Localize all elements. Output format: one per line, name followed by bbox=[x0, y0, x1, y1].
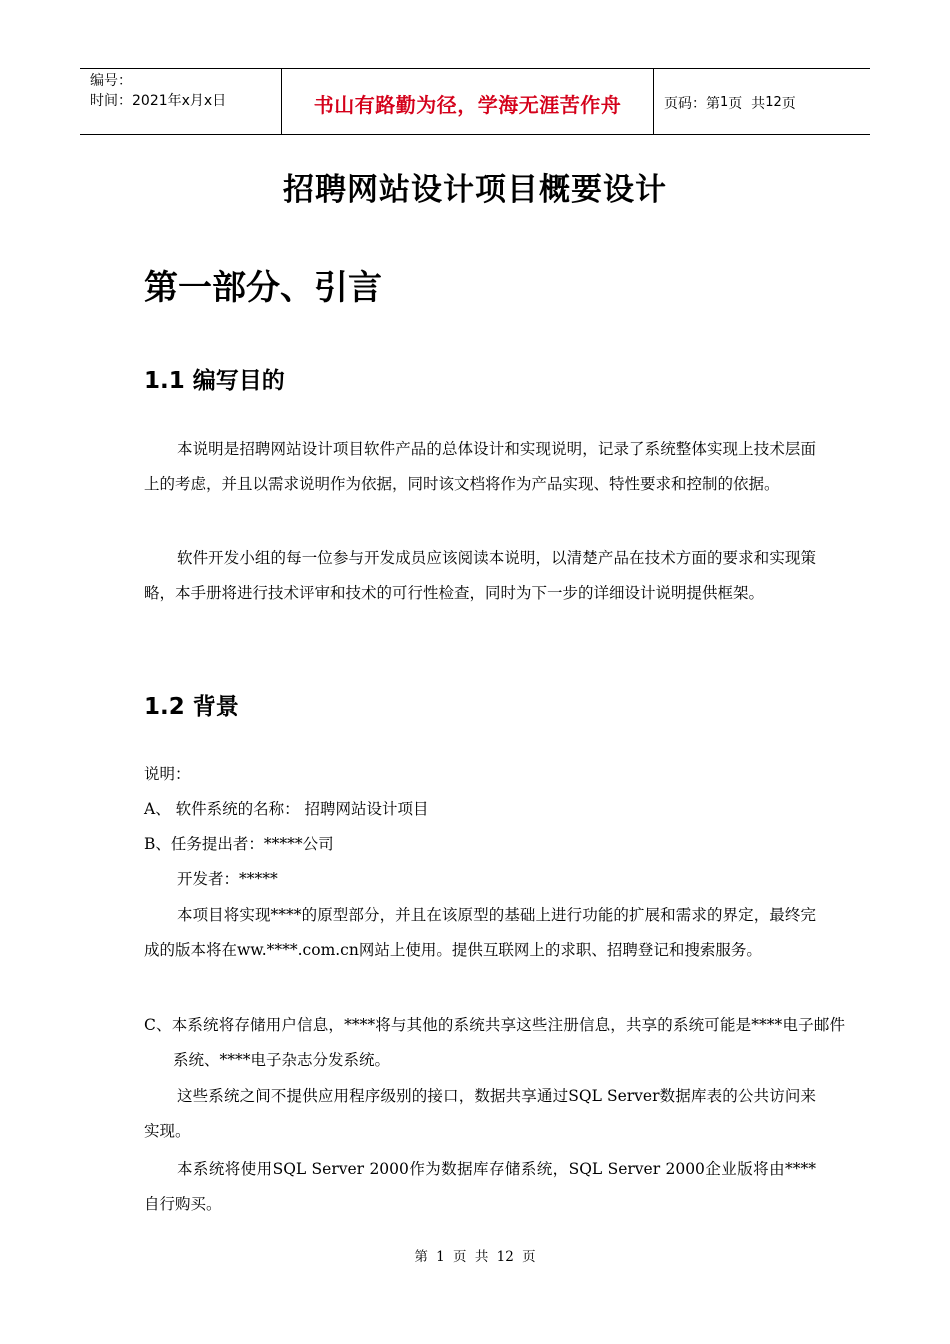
page-footer: 第 1 页 共 12 页 bbox=[414, 1249, 536, 1265]
background-item-b: B、任务提出者：*****公司 bbox=[144, 835, 334, 853]
header-meta bbox=[80, 69, 281, 134]
header-table bbox=[80, 68, 870, 135]
section-1-1-heading: 1.1 编写目的 bbox=[144, 368, 285, 394]
header-page-mid: 页 共 bbox=[728, 95, 766, 112]
header-page-suffix: 页 bbox=[781, 95, 796, 112]
background-interface-paragraph: 这些系统之间不提供应用程序级别的接口，数据共享通过SQL Server数据库表的公共访问来实现。 bbox=[144, 1087, 816, 1140]
header-page-current: 1 bbox=[720, 95, 729, 110]
header-time-label: 时间：2021年x月x日 bbox=[90, 93, 227, 109]
background-project-paragraph: 本项目将实现****的原型部分，并且在该原型的基础上进行功能的扩展和需求的界定，最终完成的版本将在ww.****.com.cn网站上使用。提供互联网上的求职、招聘登记和搜索服务。 bbox=[144, 906, 816, 959]
section-1-2-heading: 1.2 背景 bbox=[144, 694, 239, 720]
background-developer: 开发者：***** bbox=[177, 870, 278, 888]
header-motto-cell bbox=[281, 69, 654, 134]
background-item-c: C、本系统将存储用户信息，****将与其他的系统共享这些注册信息，共享的系统可能是****电子邮件系统、****电子杂志分发系统。 bbox=[144, 1016, 845, 1069]
header-page-total: 12 bbox=[765, 95, 782, 110]
part-one-title: 第一部分、引言 bbox=[144, 268, 382, 308]
header-number-label: 编号： bbox=[90, 73, 132, 89]
background-intro: 说明： bbox=[144, 765, 191, 783]
section-1-1-paragraph-1: 本说明是招聘网站设计项目软件产品的总体设计和实现说明，记录了系统整体实现上技术层面上的考虑，并且以需求说明作为依据，同时该文档将作为产品实现、特性要求和控制的依据。 bbox=[144, 440, 816, 493]
section-1-1-paragraph-2: 软件开发小组的每一位参与开发成员应该阅读本说明，以清楚产品在技术方面的要求和实现策略，本手册将进行技术评审和技术的可行性检查，同时为下一步的详细设计说明提供框架。 bbox=[144, 549, 816, 602]
header-motto: 书山有路勤为径，学海无涯苦作舟 bbox=[313, 93, 622, 117]
document-title: 招聘网站设计项目概要设计 bbox=[283, 172, 667, 208]
header-page-info bbox=[654, 69, 870, 134]
header-page-label: 页码：第 bbox=[664, 95, 720, 112]
background-item-a: A、 软件系统的名称： 招聘网站设计项目 bbox=[144, 800, 429, 818]
background-database-paragraph: 本系统将使用SQL Server 2000作为数据库存储系统，SQL Server 2000企业版将由****自行购买。 bbox=[144, 1160, 816, 1213]
